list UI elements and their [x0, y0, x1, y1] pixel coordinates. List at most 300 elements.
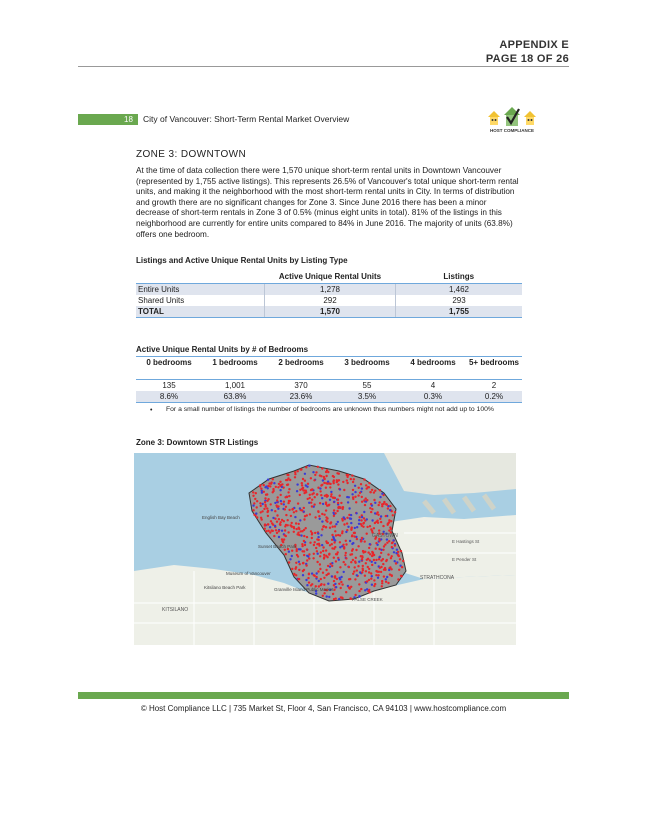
listing-dot	[343, 561, 345, 563]
listing-dot	[294, 516, 296, 518]
map-label-english-bay: English Bay Beach	[202, 515, 240, 520]
listing-dot	[379, 518, 381, 520]
listing-dot	[339, 495, 341, 497]
listing-dot	[327, 471, 329, 473]
listing-dot	[298, 578, 300, 580]
listing-dot	[340, 502, 342, 504]
table-cell: 1,278	[265, 284, 396, 296]
listing-dot	[323, 577, 325, 579]
listing-dot	[326, 542, 328, 544]
table-cell: 370	[294, 381, 308, 390]
listing-dot	[303, 554, 305, 556]
listing-dot	[356, 574, 358, 576]
listing-dot	[303, 540, 305, 542]
listing-dot	[305, 490, 307, 492]
listing-dot	[347, 501, 349, 503]
listing-dot	[312, 557, 314, 559]
listing-dot	[320, 484, 322, 486]
listing-dot	[343, 489, 345, 491]
map-label-gastown: GASTOWN	[372, 533, 398, 539]
listing-dot	[369, 507, 371, 509]
listing-dot	[252, 509, 254, 511]
listing-dot	[361, 571, 363, 573]
listing-dot	[308, 581, 310, 583]
listing-dot	[293, 531, 295, 533]
listing-dot	[318, 580, 320, 582]
listing-dot	[378, 504, 380, 506]
listing-dot	[349, 587, 351, 589]
listing-dot	[307, 498, 309, 500]
listing-dot	[284, 529, 286, 531]
listing-dot	[288, 488, 290, 490]
listing-dot	[385, 581, 387, 583]
listing-dot	[316, 550, 318, 552]
listing-dot	[352, 481, 354, 483]
listing-dot	[346, 482, 348, 484]
listing-dot	[334, 530, 336, 532]
listing-dot	[262, 503, 264, 505]
listing-dot	[304, 544, 306, 546]
listing-type-table	[136, 270, 522, 318]
listing-dot	[279, 489, 281, 491]
listing-dot	[303, 529, 305, 531]
listing-dot	[308, 553, 310, 555]
listing-dot	[355, 501, 357, 503]
listing-dot	[349, 540, 351, 542]
table-header-row	[136, 357, 522, 380]
listing-dot	[341, 518, 343, 520]
listing-dot	[333, 557, 335, 559]
listing-dot	[345, 591, 347, 593]
bullet-icon: •	[150, 407, 153, 414]
listing-dot	[267, 498, 269, 500]
listing-dot	[299, 507, 301, 509]
listing-dot	[334, 583, 336, 585]
listing-dot	[314, 532, 316, 534]
listing-dot	[388, 540, 390, 542]
listing-dot	[335, 597, 337, 599]
listing-dot	[345, 540, 347, 542]
listing-dot	[384, 543, 386, 545]
listing-dot	[371, 530, 373, 532]
listing-dot	[348, 507, 350, 509]
listing-dot	[302, 574, 304, 576]
listing-dot	[264, 504, 266, 506]
map-label-strathcona: STRATHCONA	[420, 575, 455, 581]
listing-dot	[366, 518, 368, 520]
listing-dot	[338, 559, 340, 561]
map-label-sunset-beach: Sunset Beach Park	[258, 544, 297, 549]
listing-dot	[360, 555, 362, 557]
listing-dot	[289, 500, 291, 502]
listing-dot	[400, 575, 402, 577]
listing-dot	[284, 496, 286, 498]
listing-dot	[314, 541, 316, 543]
listing-dot	[378, 556, 380, 558]
section-paragraph: At the time of data collection there were 1,570 unique short-term rental units in Downtown Vancouver (represented by 1,755 active listings). This represents 26.5% of Vancouver's total unique short-term rental units, and making it the neighborhood with the most short-term rental units in City. In terms of distribution and growth there are no significant changes for Zone 3. Since June 2016 there has been a minor decrease of short-term rentals in Zone 3 of 0.5% (minus eight units in total). 81% of the listings in this neighborhood are currently for entire units compared to 84% in June 2016. The majority of units (63.8%) offers one bedroom.	[136, 166, 519, 239]
listing-dot	[252, 491, 254, 493]
listing-dot	[253, 502, 255, 504]
listing-dot	[278, 536, 280, 538]
listing-dot	[337, 483, 339, 485]
listing-dot	[288, 551, 290, 553]
listing-dot	[306, 559, 308, 561]
listing-dot	[362, 565, 364, 567]
listing-dot	[365, 484, 367, 486]
listing-dot	[381, 585, 383, 587]
table-cell: 1,570	[265, 306, 396, 318]
listing-dot	[374, 502, 376, 504]
listing-dot	[345, 552, 347, 554]
listing-dot	[261, 510, 263, 512]
listing-dot	[316, 493, 318, 495]
listing-dot	[297, 502, 299, 504]
listing-dot	[373, 527, 375, 529]
listing-dot	[317, 570, 319, 572]
listing-dot	[364, 540, 366, 542]
listing-dot	[378, 501, 380, 503]
listing-dot	[338, 583, 340, 585]
table-row	[136, 295, 522, 306]
listing-dot	[319, 563, 321, 565]
listing-dot	[320, 578, 322, 580]
listing-dot	[363, 499, 365, 501]
listing-dot	[333, 541, 335, 543]
listing-dot	[327, 583, 329, 585]
listing-dot	[288, 509, 290, 511]
section-title: ZONE 3: DOWNTOWN	[136, 149, 247, 160]
listing-dot	[276, 532, 278, 534]
listing-dot	[276, 499, 278, 501]
listing-dot	[351, 534, 353, 536]
listing-dot	[304, 480, 306, 482]
listing-dot	[368, 547, 370, 549]
map-label-kitsilano: KITSILANO	[162, 607, 189, 613]
listing-dot	[298, 527, 300, 529]
listing-dot	[354, 485, 356, 487]
listing-dot	[387, 507, 389, 509]
listing-dot	[332, 593, 334, 595]
listing-dot	[297, 532, 299, 534]
listing-dot	[310, 477, 312, 479]
listing-dot	[387, 553, 389, 555]
listing-dot	[277, 505, 279, 507]
listing-dot	[368, 579, 370, 581]
listing-dot	[319, 502, 321, 504]
listing-dot	[351, 474, 353, 476]
listing-dot	[336, 480, 338, 482]
map-label-e-hastings: E Hastings St	[452, 539, 480, 544]
listing-dot	[304, 473, 306, 475]
listing-dot	[270, 503, 272, 505]
listing-dot	[305, 564, 307, 566]
listing-dot	[320, 534, 322, 536]
listing-dot	[260, 517, 262, 519]
listing-dot	[327, 573, 329, 575]
listing-dot	[277, 508, 279, 510]
listing-dot	[277, 496, 279, 498]
listing-dot	[323, 584, 325, 586]
host-compliance-logo	[482, 103, 542, 139]
listing-dot	[313, 553, 315, 555]
listing-dot	[309, 513, 311, 515]
listing-dot	[321, 497, 323, 499]
listing-dot	[303, 569, 305, 571]
listing-dot	[335, 534, 337, 536]
listing-dot	[333, 589, 335, 591]
listing-dot	[315, 471, 317, 473]
listing-dot	[289, 558, 291, 560]
listing-dot	[272, 478, 274, 480]
listing-dot	[328, 596, 330, 598]
listing-dot	[256, 506, 258, 508]
listing-dot	[389, 509, 391, 511]
listing-dot	[297, 470, 299, 472]
table-cell: 1,755	[396, 306, 523, 318]
listing-dot	[329, 527, 331, 529]
listing-dot	[380, 571, 382, 573]
listing-dot	[290, 515, 292, 517]
listing-dot	[362, 568, 364, 570]
listing-dot	[272, 488, 274, 490]
listing-dot	[346, 479, 348, 481]
listing-dot	[366, 580, 368, 582]
listing-dot	[353, 570, 355, 572]
listing-dot	[382, 563, 384, 565]
listing-dot	[306, 548, 308, 550]
listing-dot	[322, 550, 324, 552]
listing-dot	[301, 545, 303, 547]
top-divider	[78, 66, 569, 67]
listing-dot	[385, 578, 387, 580]
listing-dot	[397, 551, 399, 553]
listing-dot	[397, 578, 399, 580]
listing-dot	[285, 506, 287, 508]
listing-dot	[354, 527, 356, 529]
listing-dot	[298, 523, 300, 525]
listing-dot	[283, 501, 285, 503]
listing-dot	[314, 474, 316, 476]
listing-dot	[361, 516, 363, 518]
listing-dot	[377, 522, 379, 524]
table-cell: Shared Units	[138, 296, 185, 305]
listing-dot	[284, 534, 286, 536]
map-label-false-creek: FALSE CREEK	[352, 597, 383, 602]
listing-dot	[325, 549, 327, 551]
listing-dot	[366, 487, 368, 489]
table-cell: 292	[265, 295, 396, 306]
listing-dot	[255, 512, 257, 514]
listing-dot	[387, 582, 389, 584]
listing-dot	[326, 517, 328, 519]
appendix-label: APPENDIX E	[499, 39, 569, 51]
listing-dot	[371, 575, 373, 577]
map-label-granville: Granville Island Public Market	[274, 587, 334, 592]
table-header-cell: 2 bedrooms	[268, 357, 334, 380]
listing-dot	[334, 512, 336, 514]
listing-dot	[354, 578, 356, 580]
listing-dot	[306, 514, 308, 516]
table-cell: 4	[430, 381, 436, 390]
listing-dot	[302, 478, 304, 480]
listing-dot	[345, 531, 347, 533]
listing-dot	[260, 505, 262, 507]
table-cell: 1,462	[396, 284, 523, 296]
table-cell: TOTAL	[136, 306, 265, 318]
listing-dot	[352, 559, 354, 561]
table-cell: 135	[162, 381, 176, 390]
listing-dot	[263, 484, 265, 486]
listing-dot	[331, 575, 333, 577]
listing-dot	[287, 531, 289, 533]
listing-dot	[301, 484, 303, 486]
logo-text: HOST COMPLIANCE	[489, 128, 534, 133]
listing-dot	[353, 535, 355, 537]
listing-dot	[325, 487, 327, 489]
listing-dot	[319, 555, 321, 557]
listing-dot	[256, 516, 258, 518]
listing-dot	[278, 518, 280, 520]
listing-dot	[271, 509, 273, 511]
listing-dot	[292, 508, 294, 510]
listing-dot	[325, 509, 327, 511]
listing-dot	[295, 566, 297, 568]
listing-dot	[365, 570, 367, 572]
listing-dot	[352, 489, 354, 491]
listing-dot	[347, 526, 349, 528]
listing-dot	[389, 526, 391, 528]
listing-dot	[254, 498, 256, 500]
listing-dot	[353, 532, 355, 534]
listing-dot	[393, 551, 395, 553]
listing-dot	[296, 483, 298, 485]
listing-dot	[311, 499, 313, 501]
downtown-listings-map	[134, 453, 516, 645]
listing-dot	[322, 526, 324, 528]
listing-dot	[321, 544, 323, 546]
table-row	[136, 391, 522, 403]
listing-dot	[391, 546, 393, 548]
listing-dot	[368, 568, 370, 570]
listing-dot	[381, 493, 383, 495]
listing-dot	[317, 553, 319, 555]
listing-dot	[321, 528, 323, 530]
table-cell: Entire Units	[136, 284, 265, 296]
listing-dot	[291, 568, 293, 570]
listing-dot	[280, 494, 282, 496]
listing-dot	[388, 529, 390, 531]
listing-dot	[297, 555, 299, 557]
listing-dot	[311, 572, 313, 574]
listing-dot	[350, 522, 352, 524]
listing-dot	[318, 515, 320, 517]
listing-dot	[374, 512, 376, 514]
table-header-cell: 0 bedrooms	[136, 357, 202, 380]
listing-dot	[333, 515, 335, 517]
listing-dot	[358, 519, 360, 521]
listing-dot	[375, 548, 377, 550]
listing-dot	[315, 576, 317, 578]
listing-dot	[326, 556, 328, 558]
listing-dot	[371, 564, 373, 566]
listing-dot	[339, 488, 341, 490]
listing-dot	[323, 514, 325, 516]
listing-dot	[324, 495, 326, 497]
listing-dot	[332, 481, 334, 483]
listing-dot	[273, 535, 275, 537]
listing-dot	[394, 560, 396, 562]
listing-dot	[283, 520, 285, 522]
listing-dot	[284, 525, 286, 527]
listing-dot	[263, 491, 265, 493]
listing-dot	[374, 583, 376, 585]
listing-dot	[288, 495, 290, 497]
listing-dot	[310, 530, 312, 532]
listing-dot	[337, 521, 339, 523]
listing-dot	[343, 571, 345, 573]
listing-dot	[261, 490, 263, 492]
listing-dot	[355, 549, 357, 551]
listing-dot	[348, 566, 350, 568]
listing-dot	[280, 503, 282, 505]
listing-dot	[356, 538, 358, 540]
listing-dot	[394, 511, 396, 513]
listing-dot	[266, 507, 268, 509]
listing-dot	[382, 549, 384, 551]
listing-dot	[357, 565, 359, 567]
listing-dot	[352, 498, 354, 500]
listing-dot	[354, 566, 356, 568]
listing-dot	[329, 544, 331, 546]
table-total-row	[136, 306, 522, 318]
listing-dot	[339, 578, 341, 580]
listing-dot	[354, 491, 356, 493]
listing-dot	[341, 583, 343, 585]
listing-dot	[390, 568, 392, 570]
listing-dot	[362, 526, 364, 528]
listing-dot	[306, 486, 308, 488]
listing-dot	[329, 566, 331, 568]
listing-dot	[366, 588, 368, 590]
listing-dot	[295, 510, 297, 512]
map-label-kitsilano-beach: Kitsilano Beach Park	[204, 585, 246, 590]
listing-dot	[392, 539, 394, 541]
listing-dot	[252, 495, 254, 497]
listing-dot	[276, 521, 278, 523]
map-label-e-pender: E Pender St	[452, 557, 477, 562]
listing-dot	[273, 482, 275, 484]
listing-dot	[323, 592, 325, 594]
listing-dot	[316, 572, 318, 574]
listing-dot	[315, 592, 317, 594]
listing-dot	[378, 558, 380, 560]
listing-dot	[337, 551, 339, 553]
listing-dot	[313, 544, 315, 546]
listing-dot	[301, 488, 303, 490]
listing-dot	[323, 482, 325, 484]
listing-dot	[360, 483, 362, 485]
listing-dot	[383, 569, 385, 571]
listing-dot	[315, 547, 317, 549]
listing-dot	[264, 524, 266, 526]
listing-dot	[265, 494, 267, 496]
listing-dot	[307, 483, 309, 485]
page-indicator: PAGE 18 OF 26	[485, 53, 569, 65]
listing-dot	[267, 530, 269, 532]
listing-dot	[350, 478, 352, 480]
listing-dot	[392, 514, 394, 516]
listing-dot	[277, 486, 279, 488]
